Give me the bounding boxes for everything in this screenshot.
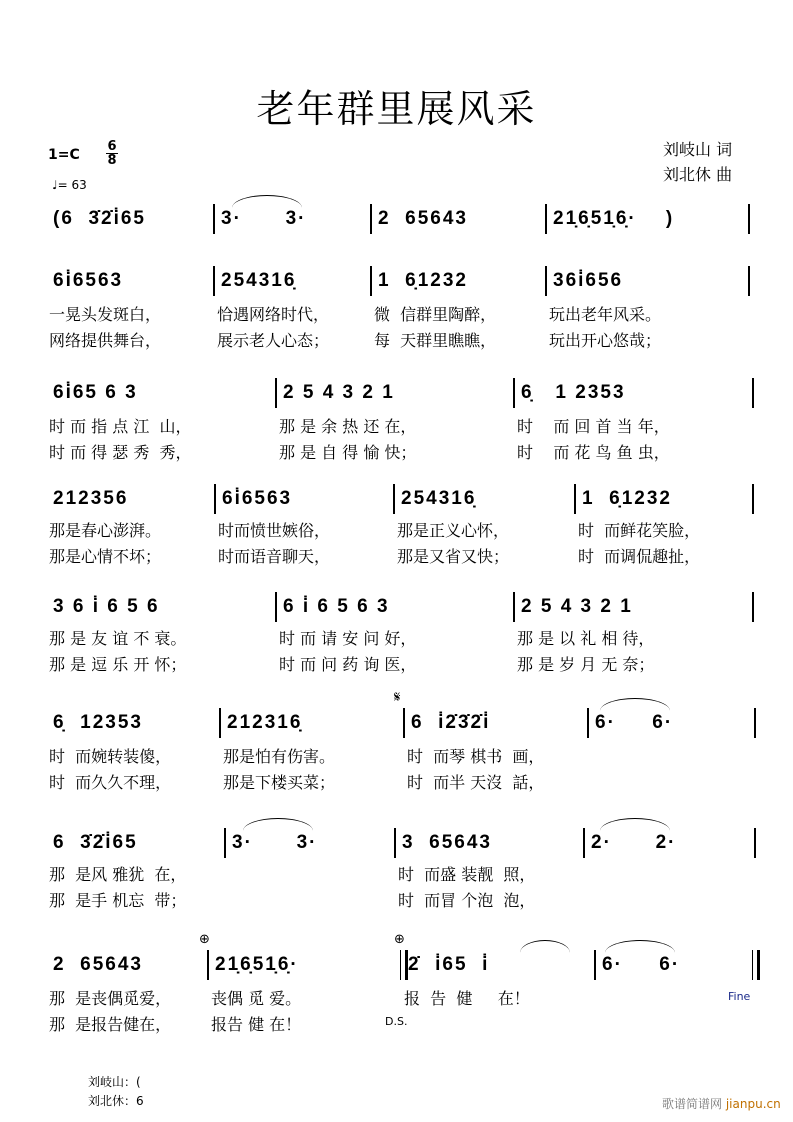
barline bbox=[587, 708, 589, 738]
lyric-verse-2: 那 是报告健在， bbox=[49, 1015, 172, 1034]
lyric-verse-2: 展示老人心态； bbox=[217, 331, 330, 350]
barline bbox=[403, 708, 405, 738]
coda-sign-2: ⊕ bbox=[394, 932, 405, 947]
measure-notes: 6 i̇ 6 5 6 3 bbox=[283, 596, 390, 617]
measure-notes: 1 6̣1232 bbox=[378, 270, 468, 291]
measure-notes: 6· 6· bbox=[602, 954, 681, 975]
barline bbox=[513, 592, 515, 622]
measure-notes: 3 6 i̇ 6 5 6 bbox=[53, 596, 160, 617]
measure-notes: 3· 3· bbox=[221, 208, 307, 229]
measure-notes: 6̣ 12353 bbox=[53, 712, 143, 733]
measure-notes: 6 i̇2̇3̇2̇i̇ bbox=[411, 712, 491, 733]
lyric-verse-1: 时而愤世嫉俗， bbox=[218, 521, 331, 540]
footer-notes bbox=[88, 1073, 144, 1111]
measure-notes: 212356 bbox=[53, 488, 129, 509]
watermark-en: jianpu.cn bbox=[725, 1097, 781, 1111]
lyric-verse-2: 那 是手 机忘 带； bbox=[49, 891, 187, 910]
slur bbox=[520, 940, 570, 953]
lyric-verse-2: 那是心情不坏； bbox=[49, 547, 162, 566]
barline bbox=[207, 950, 209, 980]
composer: 刘北休 曲 bbox=[663, 165, 733, 184]
lyric-verse-2: 每 天群里瞧瞧， bbox=[374, 331, 497, 350]
lyric-verse-2: 时 而 得 瑟 秀 秀， bbox=[49, 443, 192, 462]
lyric-verse-1: 报 告 健 在！ bbox=[404, 989, 530, 1008]
measure-notes: 2 65643 bbox=[378, 208, 468, 229]
barline bbox=[393, 484, 395, 514]
barline bbox=[545, 204, 547, 234]
barline bbox=[748, 204, 750, 234]
barline bbox=[394, 828, 396, 858]
lyric-verse-1: 那 是 余 热 还 在， bbox=[279, 417, 417, 436]
measure-notes: 1 6̣1232 bbox=[582, 488, 672, 509]
measure-notes: 2· 2· bbox=[591, 832, 677, 853]
song-title: 老年群里展风采 bbox=[256, 87, 537, 131]
lyric-verse-2: 时 而半 天沒 話， bbox=[407, 773, 545, 792]
barline bbox=[370, 204, 372, 234]
lyric-verse-2: 那是又省又快； bbox=[397, 547, 510, 566]
segno-sign: 𝄋 bbox=[394, 688, 401, 706]
measure-notes: 6i̇6563 bbox=[222, 488, 293, 509]
lyric-verse-2: 时 而 问 药 询 医， bbox=[279, 655, 417, 674]
lyric-verse-1: 时 而琴 棋书 画， bbox=[407, 747, 545, 766]
time-signature bbox=[106, 140, 118, 167]
barline bbox=[214, 484, 216, 514]
barline bbox=[219, 708, 221, 738]
measure-notes: 36i̇656 bbox=[553, 270, 624, 291]
barline bbox=[583, 828, 585, 858]
lyric-verse-1: 时 而 指 点 江 山， bbox=[49, 417, 192, 436]
lyric-verse-1: 恰遇网络时代， bbox=[217, 305, 330, 324]
barline bbox=[275, 378, 277, 408]
lyric-verse-2: 网络提供舞台， bbox=[49, 331, 162, 350]
barline bbox=[754, 828, 756, 858]
barline bbox=[370, 266, 372, 296]
barline bbox=[594, 950, 596, 980]
double-barline bbox=[752, 950, 760, 980]
tie bbox=[600, 698, 670, 711]
lyric-verse-1: 时 而盛 装靓 照， bbox=[398, 865, 536, 884]
measure-notes: 6 3̇2̇i̇65 bbox=[53, 832, 138, 853]
footer-line: 刘北休：6 bbox=[88, 1094, 144, 1108]
tie bbox=[243, 818, 313, 831]
lyric-verse-2: 时 而冒 个泡 泡， bbox=[398, 891, 536, 910]
measure-notes: 254316̣ bbox=[401, 488, 477, 509]
measure-notes: 6i̇65 6 3 bbox=[53, 382, 138, 403]
lyric-verse-1: 时 而 回 首 当 年， bbox=[517, 417, 670, 436]
lyric-verse-2: 时而语音聊天， bbox=[218, 547, 331, 566]
credits bbox=[663, 137, 732, 187]
lyric-verse-2: 那 是 逗 乐 开 怀； bbox=[49, 655, 187, 674]
barline bbox=[754, 708, 756, 738]
lyric-verse-1: 玩出老年风采。 bbox=[549, 305, 662, 324]
lyric-verse-1: 丧偶 觅 爱。 bbox=[211, 989, 302, 1008]
lyric-verse-1: 微 信群里陶醉， bbox=[374, 305, 497, 324]
lyric-verse-1: 那 是 友 谊 不 衰。 bbox=[49, 629, 187, 648]
barline bbox=[213, 266, 215, 296]
double-barline bbox=[400, 950, 408, 980]
lyricist: 刘岐山 词 bbox=[663, 140, 733, 159]
lyric-verse-2: 那 是 岁 月 无 奈； bbox=[517, 655, 655, 674]
lyric-verse-2: 时 而 花 鸟 鱼 虫， bbox=[517, 443, 670, 462]
measure-notes: 6̣ 1 2353 bbox=[521, 382, 626, 403]
coda-sign: ⊕ bbox=[199, 932, 210, 947]
tie bbox=[600, 818, 670, 831]
lyric-verse-2: 那是下楼买菜； bbox=[223, 773, 336, 792]
measure-notes: (6 3̇2̇i̇65 bbox=[53, 208, 146, 229]
lyric-verse-1: 那 是风 雅犹 在， bbox=[49, 865, 187, 884]
lyric-verse-1: 一晃头发斑白， bbox=[49, 305, 162, 324]
lyric-verse-1: 那是怕有伤害。 bbox=[223, 747, 336, 766]
lyric-verse-2: 那 是 自 得 愉 快； bbox=[279, 443, 417, 462]
barline bbox=[224, 828, 226, 858]
watermark bbox=[662, 1095, 781, 1112]
lyric-verse-1: 时 而 请 安 问 好， bbox=[279, 629, 417, 648]
tie bbox=[605, 940, 675, 953]
lyric-verse-1: 那 是 以 礼 相 待， bbox=[517, 629, 655, 648]
measure-notes: 254316̣ bbox=[221, 270, 297, 291]
barline bbox=[752, 484, 754, 514]
fine-marking: Fine bbox=[728, 990, 751, 1003]
footer-line: 刘岐山：( bbox=[88, 1075, 141, 1089]
barline bbox=[213, 204, 215, 234]
lyric-verse-2: 报告 健 在！ bbox=[211, 1015, 302, 1034]
lyric-verse-1: 那是春心澎湃。 bbox=[49, 521, 162, 540]
measure-notes: 6· 6· bbox=[595, 712, 674, 733]
ds-marking: D.S. bbox=[385, 1015, 408, 1028]
tempo-marking: ♩= 63 bbox=[52, 178, 87, 192]
measure-notes: 2 5 4 3 2 1 bbox=[521, 596, 633, 617]
lyric-verse-2: 时 而久久不理， bbox=[49, 773, 172, 792]
barline bbox=[513, 378, 515, 408]
meter-top: 6 bbox=[107, 139, 117, 154]
barline bbox=[545, 266, 547, 296]
measure-notes: 2 5 4 3 2 1 bbox=[283, 382, 395, 403]
barline bbox=[275, 592, 277, 622]
measure-notes: 2 65643 bbox=[53, 954, 143, 975]
barline bbox=[574, 484, 576, 514]
lyric-verse-2: 时 而调侃趣扯， bbox=[578, 547, 701, 566]
lyric-verse-1: 那 是丧偶觅爱， bbox=[49, 989, 172, 1008]
lyric-verse-1: 那是正义心怀， bbox=[397, 521, 510, 540]
key-signature: 1=C bbox=[48, 147, 80, 163]
measure-notes: 212316̣ bbox=[227, 712, 303, 733]
tie bbox=[232, 195, 302, 208]
measure-notes: 21̣6̣51̣6̣· ) bbox=[553, 208, 675, 229]
measure-notes: 6i̇6563 bbox=[53, 270, 124, 291]
barline bbox=[748, 266, 750, 296]
meter-bottom: 8 bbox=[107, 153, 117, 168]
barline bbox=[752, 378, 754, 408]
barline bbox=[752, 592, 754, 622]
measure-notes: 21̣6̣51̣6̣· bbox=[215, 954, 299, 975]
lyric-verse-2: 玩出开心悠哉； bbox=[549, 331, 662, 350]
watermark-cn: 歌谱简谱网 bbox=[662, 1097, 723, 1111]
measure-notes: 3· 3· bbox=[232, 832, 318, 853]
lyric-verse-1: 时 而婉转装傻， bbox=[49, 747, 172, 766]
lyric-verse-1: 时 而鲜花笑脸， bbox=[578, 521, 701, 540]
measure-notes: 2̇ i̇65 i̇ bbox=[408, 954, 490, 975]
measure-notes: 3 65643 bbox=[402, 832, 492, 853]
